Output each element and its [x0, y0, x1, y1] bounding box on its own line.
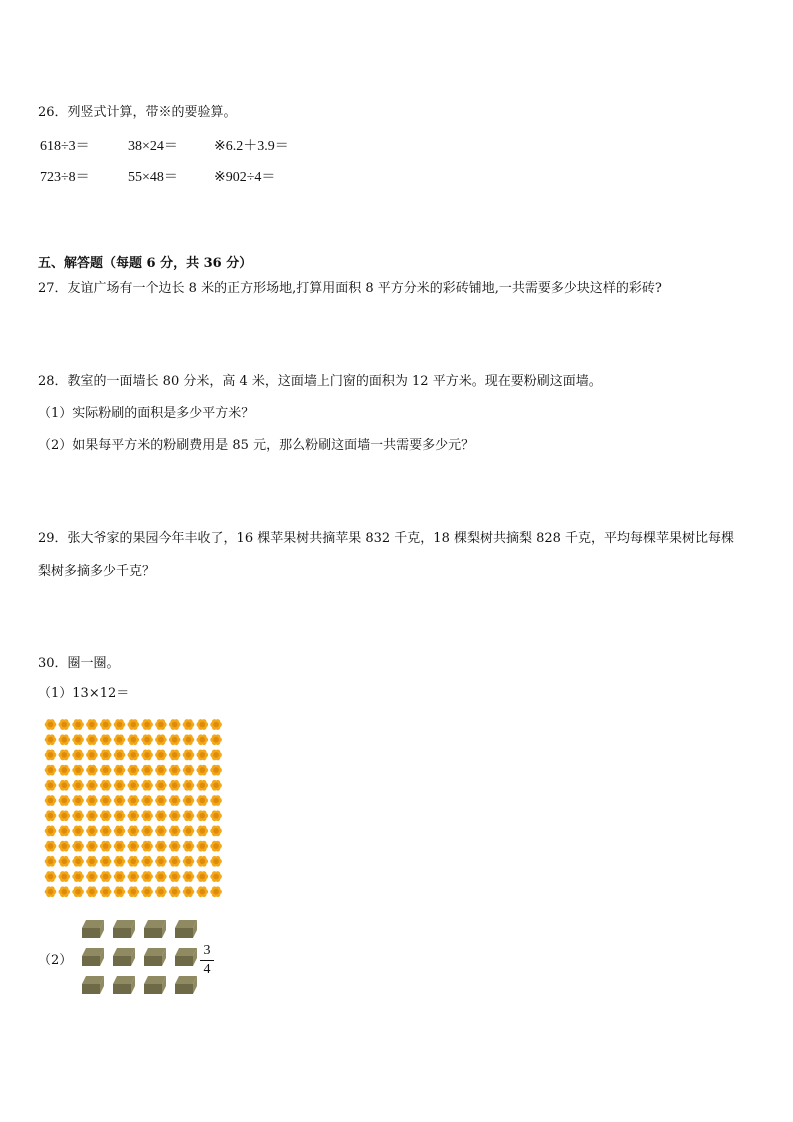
section-5-heading: 五、解答题（每题 6 分，共 36 分）	[38, 256, 253, 271]
flower-icon	[155, 795, 167, 806]
flower-icon	[45, 841, 57, 852]
flower-icon	[197, 886, 209, 897]
flower-icon	[169, 871, 181, 882]
flower-icon	[114, 826, 126, 837]
flower-icon	[86, 841, 98, 852]
flower-icon	[114, 810, 126, 821]
calc-6-2-plus-3-9: ※6.2＋3.9＝	[214, 139, 289, 154]
flower-icon	[155, 780, 167, 791]
flower-icon	[141, 719, 153, 730]
tile-icon	[175, 920, 197, 938]
flower-icon	[155, 826, 167, 837]
flower-icon	[141, 826, 153, 837]
flower-icon	[86, 871, 98, 882]
flower-icon	[59, 886, 71, 897]
tile-group	[78, 918, 202, 1002]
flower-icon	[197, 734, 209, 745]
flower-icon	[59, 841, 71, 852]
flower-icon	[100, 765, 112, 776]
flower-icon	[114, 871, 126, 882]
flower-icon	[169, 765, 181, 776]
flower-icon	[197, 826, 209, 837]
tile-icon	[144, 976, 166, 994]
flower-icon	[86, 780, 98, 791]
flower-icon	[45, 856, 57, 867]
flower-icon	[128, 810, 140, 821]
flower-icon	[114, 765, 126, 776]
flower-icon	[128, 871, 140, 882]
flower-icon	[197, 719, 209, 730]
flower-icon	[197, 765, 209, 776]
flower-icon	[45, 719, 57, 730]
flower-icon	[72, 886, 84, 897]
flower-icon	[210, 856, 222, 867]
flower-icon	[100, 856, 112, 867]
flower-icon	[141, 886, 153, 897]
fraction-numerator: 3	[203, 943, 211, 958]
tile-icon	[175, 948, 197, 966]
flower-icon	[141, 810, 153, 821]
flower-icon	[183, 780, 195, 791]
flower-icon	[86, 826, 98, 837]
flower-icon	[128, 795, 140, 806]
q28-text: 28．教室的一面墙长 80 分米，高 4 米，这面墙上门窗的面积为 12 平方米。现在要粉刷这面墙。	[38, 374, 602, 389]
flower-icon	[86, 750, 98, 761]
flower-icon	[210, 826, 222, 837]
flower-icon	[114, 856, 126, 867]
flower-icon	[72, 841, 84, 852]
flower-icon	[169, 810, 181, 821]
flower-icon	[59, 734, 71, 745]
flower-icon	[183, 765, 195, 776]
flower-icon	[100, 826, 112, 837]
flower-icon	[183, 795, 195, 806]
flower-icon	[210, 841, 222, 852]
flower-icon	[141, 795, 153, 806]
calc-902-div-4: ※902÷4＝	[214, 170, 276, 185]
flower-icon	[155, 719, 167, 730]
flower-icon	[155, 765, 167, 776]
flower-icon	[128, 719, 140, 730]
flower-icon	[183, 750, 195, 761]
q30-sub1: （1）13×12＝	[38, 686, 130, 701]
flower-icon	[45, 795, 57, 806]
flower-icon	[72, 871, 84, 882]
flower-icon	[183, 856, 195, 867]
flower-icon	[210, 795, 222, 806]
q26-title: 26．列竖式计算，带※的要验算。	[38, 105, 237, 120]
flower-icon	[210, 871, 222, 882]
flower-icon	[169, 750, 181, 761]
flower-icon	[183, 886, 195, 897]
flower-icon	[100, 810, 112, 821]
flower-icon	[141, 856, 153, 867]
flower-icon	[210, 719, 222, 730]
flower-icon	[169, 734, 181, 745]
flower-icon	[155, 750, 167, 761]
flower-icon	[59, 765, 71, 776]
tile-icon	[82, 976, 104, 994]
flower-icon	[210, 750, 222, 761]
flower-icon	[100, 780, 112, 791]
flower-icon	[100, 734, 112, 745]
flower-icon	[114, 795, 126, 806]
flower-icon	[72, 719, 84, 730]
flower-icon	[59, 750, 71, 761]
tile-icon	[113, 948, 135, 966]
flower-icon	[141, 871, 153, 882]
flower-icon	[72, 734, 84, 745]
flower-icon	[45, 810, 57, 821]
flower-icon	[86, 795, 98, 806]
flower-icon	[197, 810, 209, 821]
flower-icon	[86, 810, 98, 821]
flower-icon	[86, 886, 98, 897]
flower-icon	[114, 780, 126, 791]
flower-icon	[59, 826, 71, 837]
flower-icon	[210, 734, 222, 745]
tile-icon	[144, 948, 166, 966]
q27-text: 27．友谊广场有一个边长 8 米的正方形场地,打算用面积 8 平方分米的彩砖铺地,一共需要多少块这样的彩砖?	[38, 281, 662, 296]
flower-icon	[100, 750, 112, 761]
tile-icon	[144, 920, 166, 938]
flower-icon	[169, 780, 181, 791]
flower-icon	[59, 871, 71, 882]
calc-55-times-48: 55×48＝	[128, 170, 178, 185]
q29-line1: 29．张大爷家的果园今年丰收了，16 棵苹果树共摘苹果 832 千克，18 棵梨树共摘梨 828 千克，平均每棵苹果树比每棵	[38, 531, 735, 546]
fraction-bar	[200, 960, 214, 961]
flower-icon	[183, 810, 195, 821]
flower-icon	[155, 734, 167, 745]
tile-icon	[175, 976, 197, 994]
flower-icon	[183, 826, 195, 837]
flower-icon	[59, 780, 71, 791]
flower-icon	[45, 750, 57, 761]
flower-icon	[86, 856, 98, 867]
fraction-denominator: 4	[203, 962, 211, 977]
flower-icon	[197, 856, 209, 867]
flower-icon	[128, 750, 140, 761]
flower-icon	[183, 841, 195, 852]
flower-icon	[155, 886, 167, 897]
flower-icon	[197, 795, 209, 806]
flower-icon	[86, 734, 98, 745]
calc-38-times-24: 38×24＝	[128, 139, 178, 154]
flower-icon	[72, 856, 84, 867]
flower-icon	[72, 810, 84, 821]
q28-sub1: （1）实际粉刷的面积是多少平方米？	[38, 406, 255, 421]
flower-icon	[210, 810, 222, 821]
flower-icon	[210, 765, 222, 776]
flower-icon	[114, 886, 126, 897]
flower-icon	[45, 826, 57, 837]
flower-icon	[155, 856, 167, 867]
flower-icon	[169, 886, 181, 897]
fraction-three-quarters	[200, 943, 214, 978]
flower-icon	[72, 750, 84, 761]
flower-icon	[45, 765, 57, 776]
flower-icon	[155, 841, 167, 852]
calc-618-div-3: 618÷3＝	[40, 139, 90, 154]
flower-icon	[100, 795, 112, 806]
flower-icon	[114, 734, 126, 745]
flower-icon	[86, 765, 98, 776]
flower-icon	[45, 886, 57, 897]
flower-icon	[169, 719, 181, 730]
flower-icon	[114, 719, 126, 730]
flower-icon	[45, 871, 57, 882]
flower-icon	[183, 719, 195, 730]
flower-icon	[59, 856, 71, 867]
flower-icon	[72, 826, 84, 837]
flower-icon	[114, 750, 126, 761]
flower-icon	[141, 734, 153, 745]
flower-icon	[59, 719, 71, 730]
flower-icon	[197, 841, 209, 852]
tile-icon	[113, 976, 135, 994]
flower-icon	[141, 750, 153, 761]
q30-sub2: （2）	[38, 953, 73, 968]
flower-icon	[169, 795, 181, 806]
flower-icon	[100, 719, 112, 730]
flower-icon	[141, 765, 153, 776]
flower-icon	[169, 841, 181, 852]
flower-icon	[128, 826, 140, 837]
flower-icon	[169, 826, 181, 837]
tile-icon	[113, 920, 135, 938]
tile-icon	[82, 920, 104, 938]
calc-723-div-8: 723÷8＝	[40, 170, 90, 185]
flower-icon	[59, 810, 71, 821]
flower-icon	[155, 871, 167, 882]
flower-icon	[86, 719, 98, 730]
flower-icon	[141, 780, 153, 791]
flower-icon	[100, 841, 112, 852]
flower-icon	[100, 886, 112, 897]
flower-grid	[44, 718, 228, 902]
flower-icon	[72, 795, 84, 806]
flower-icon	[128, 765, 140, 776]
flower-icon	[45, 780, 57, 791]
flower-icon	[114, 841, 126, 852]
flower-icon	[72, 765, 84, 776]
flower-icon	[45, 734, 57, 745]
flower-icon	[197, 750, 209, 761]
flower-icon	[72, 780, 84, 791]
flower-icon	[128, 841, 140, 852]
flower-icon	[169, 856, 181, 867]
flower-icon	[128, 780, 140, 791]
flower-icon	[210, 780, 222, 791]
flower-icon	[141, 841, 153, 852]
flower-icon	[128, 734, 140, 745]
q30-title: 30．圈一圈。	[38, 656, 120, 671]
flower-icon	[197, 780, 209, 791]
flower-icon	[59, 795, 71, 806]
flower-icon	[128, 886, 140, 897]
flower-icon	[183, 871, 195, 882]
flower-icon	[128, 856, 140, 867]
q28-sub2: （2）如果每平方米的粉刷费用是 85 元，那么粉刷这面墙一共需要多少元？	[38, 438, 475, 453]
flower-icon	[197, 871, 209, 882]
flower-icon	[100, 871, 112, 882]
q29-line2: 梨树多摘多少千克？	[38, 564, 156, 579]
flower-icon	[155, 810, 167, 821]
flower-icon	[183, 734, 195, 745]
flower-icon	[210, 886, 222, 897]
tile-icon	[82, 948, 104, 966]
